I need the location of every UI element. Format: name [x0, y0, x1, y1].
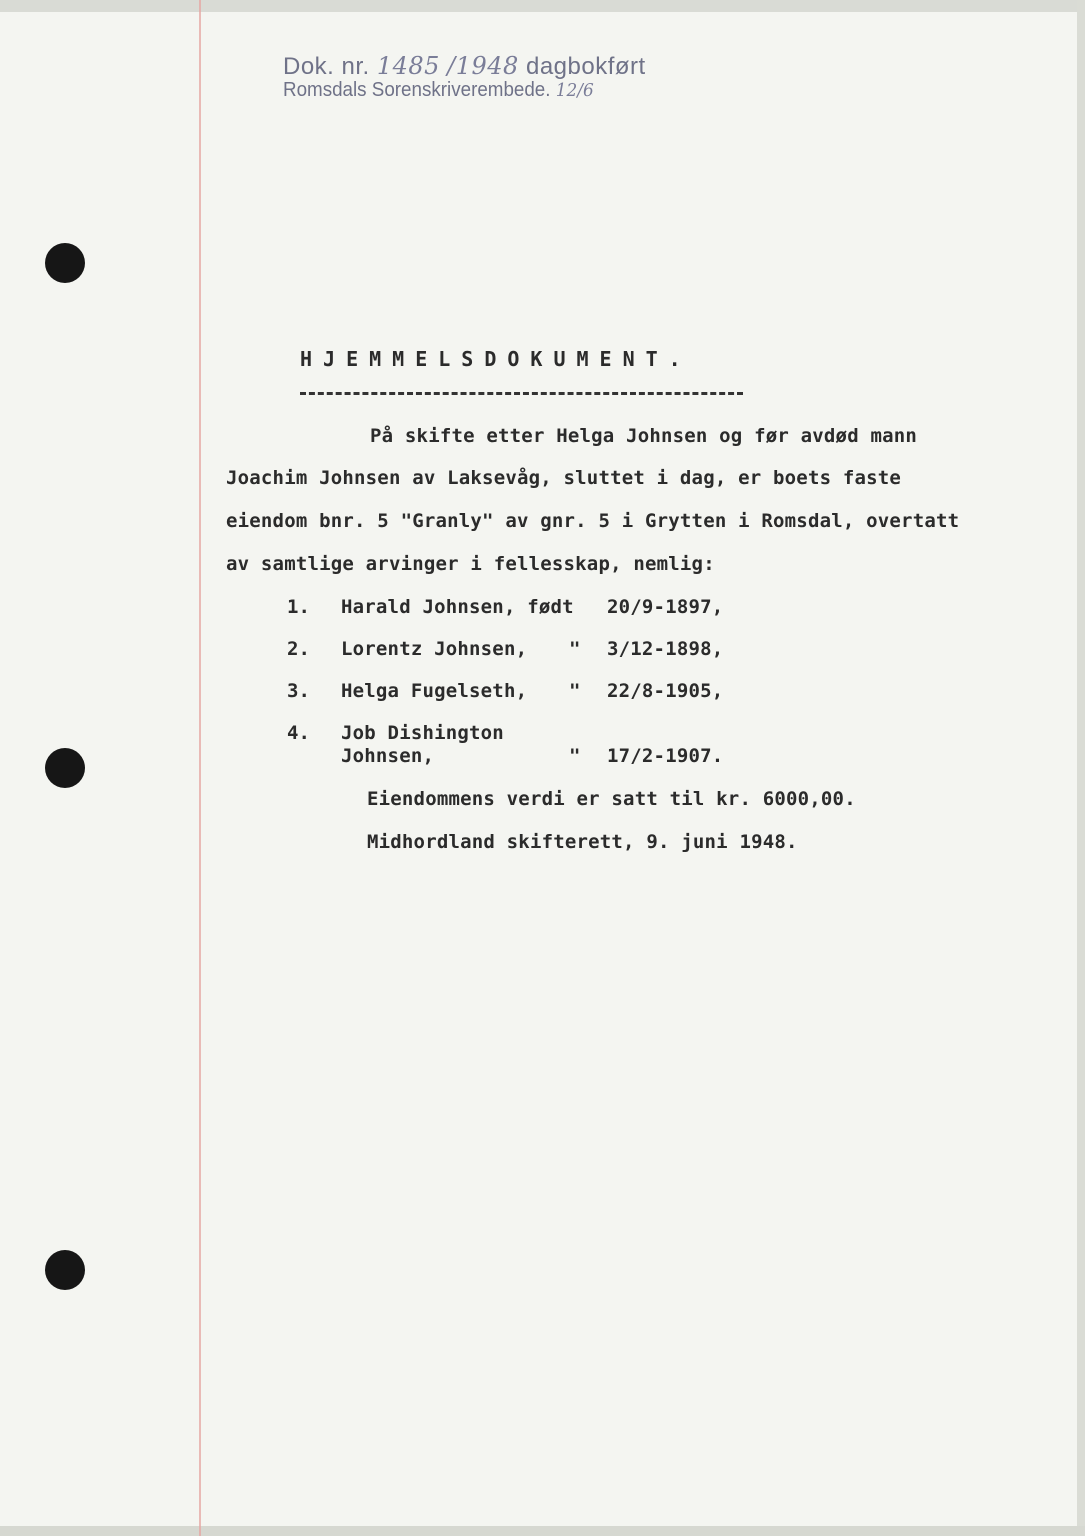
stamp-prefix: Dok. nr. — [283, 53, 370, 80]
stamp-year: 1948 — [455, 52, 519, 80]
scan-edge-right — [1077, 0, 1085, 1536]
title-underline — [300, 392, 743, 395]
heir-4-ditto: " — [569, 745, 581, 767]
paragraph-line-3: eiendom bnr. 5 "Granly" av gnr. 5 i Grytten i Romsdal, overtatt — [226, 510, 960, 532]
scan-edge-bottom — [0, 1526, 1085, 1536]
stamp-slash: / — [447, 52, 456, 80]
document-title: HJEMMELSDOKUMENT. — [300, 347, 692, 371]
punch-hole-top — [45, 243, 85, 283]
heir-3-number: 3. — [287, 680, 310, 702]
heir-2-birth: 3/12-1898, — [607, 638, 724, 660]
stamp-office: Romsdals Sorenskriverembede. — [283, 79, 551, 101]
margin-line — [199, 0, 201, 1536]
paragraph-line-2: Joachim Johnsen av Laksevåg, sluttet i dag, er boets faste — [226, 467, 902, 489]
signature-line: Midhordland skifterett, 9. juni 1948. — [367, 831, 798, 853]
paragraph-line-1: På skifte etter Helga Johnsen og før avdød mann — [370, 425, 918, 447]
heir-2-name: Lorentz Johnsen, — [341, 638, 528, 660]
scan-edge-top — [0, 0, 1085, 12]
heir-4-name-line-2: Johnsen, — [341, 745, 435, 767]
heir-1-name: Harald Johnsen, født — [341, 596, 574, 618]
registration-stamp — [283, 52, 646, 102]
heir-3-name: Helga Fugelseth, — [341, 680, 528, 702]
punch-hole-middle — [45, 748, 85, 788]
heir-3-ditto: " — [569, 680, 581, 702]
heir-3-birth: 22/8-1905, — [607, 680, 724, 702]
stamp-date: 12/6 — [555, 80, 594, 101]
heir-4-birth: 17/2-1907. — [607, 745, 724, 767]
punch-hole-bottom — [45, 1250, 85, 1290]
valuation-line: Eiendommens verdi er satt til kr. 6000,00. — [367, 788, 856, 810]
stamp-suffix: dagbokført — [525, 53, 646, 80]
paragraph-line-4: av samtlige arvinger i fellesskap, nemlig: — [226, 553, 715, 575]
stamp-line-1 — [283, 52, 646, 81]
heir-1-birth: 20/9-1897, — [607, 596, 724, 618]
stamp-line-2 — [283, 79, 624, 102]
heir-4-name-line-1: Job Dishington — [341, 722, 504, 744]
heir-2-number: 2. — [287, 638, 310, 660]
heir-2-ditto: " — [569, 638, 581, 660]
heir-4-number: 4. — [287, 722, 310, 744]
stamp-doc-number: 1485 — [376, 52, 440, 80]
heir-1-number: 1. — [287, 596, 310, 618]
